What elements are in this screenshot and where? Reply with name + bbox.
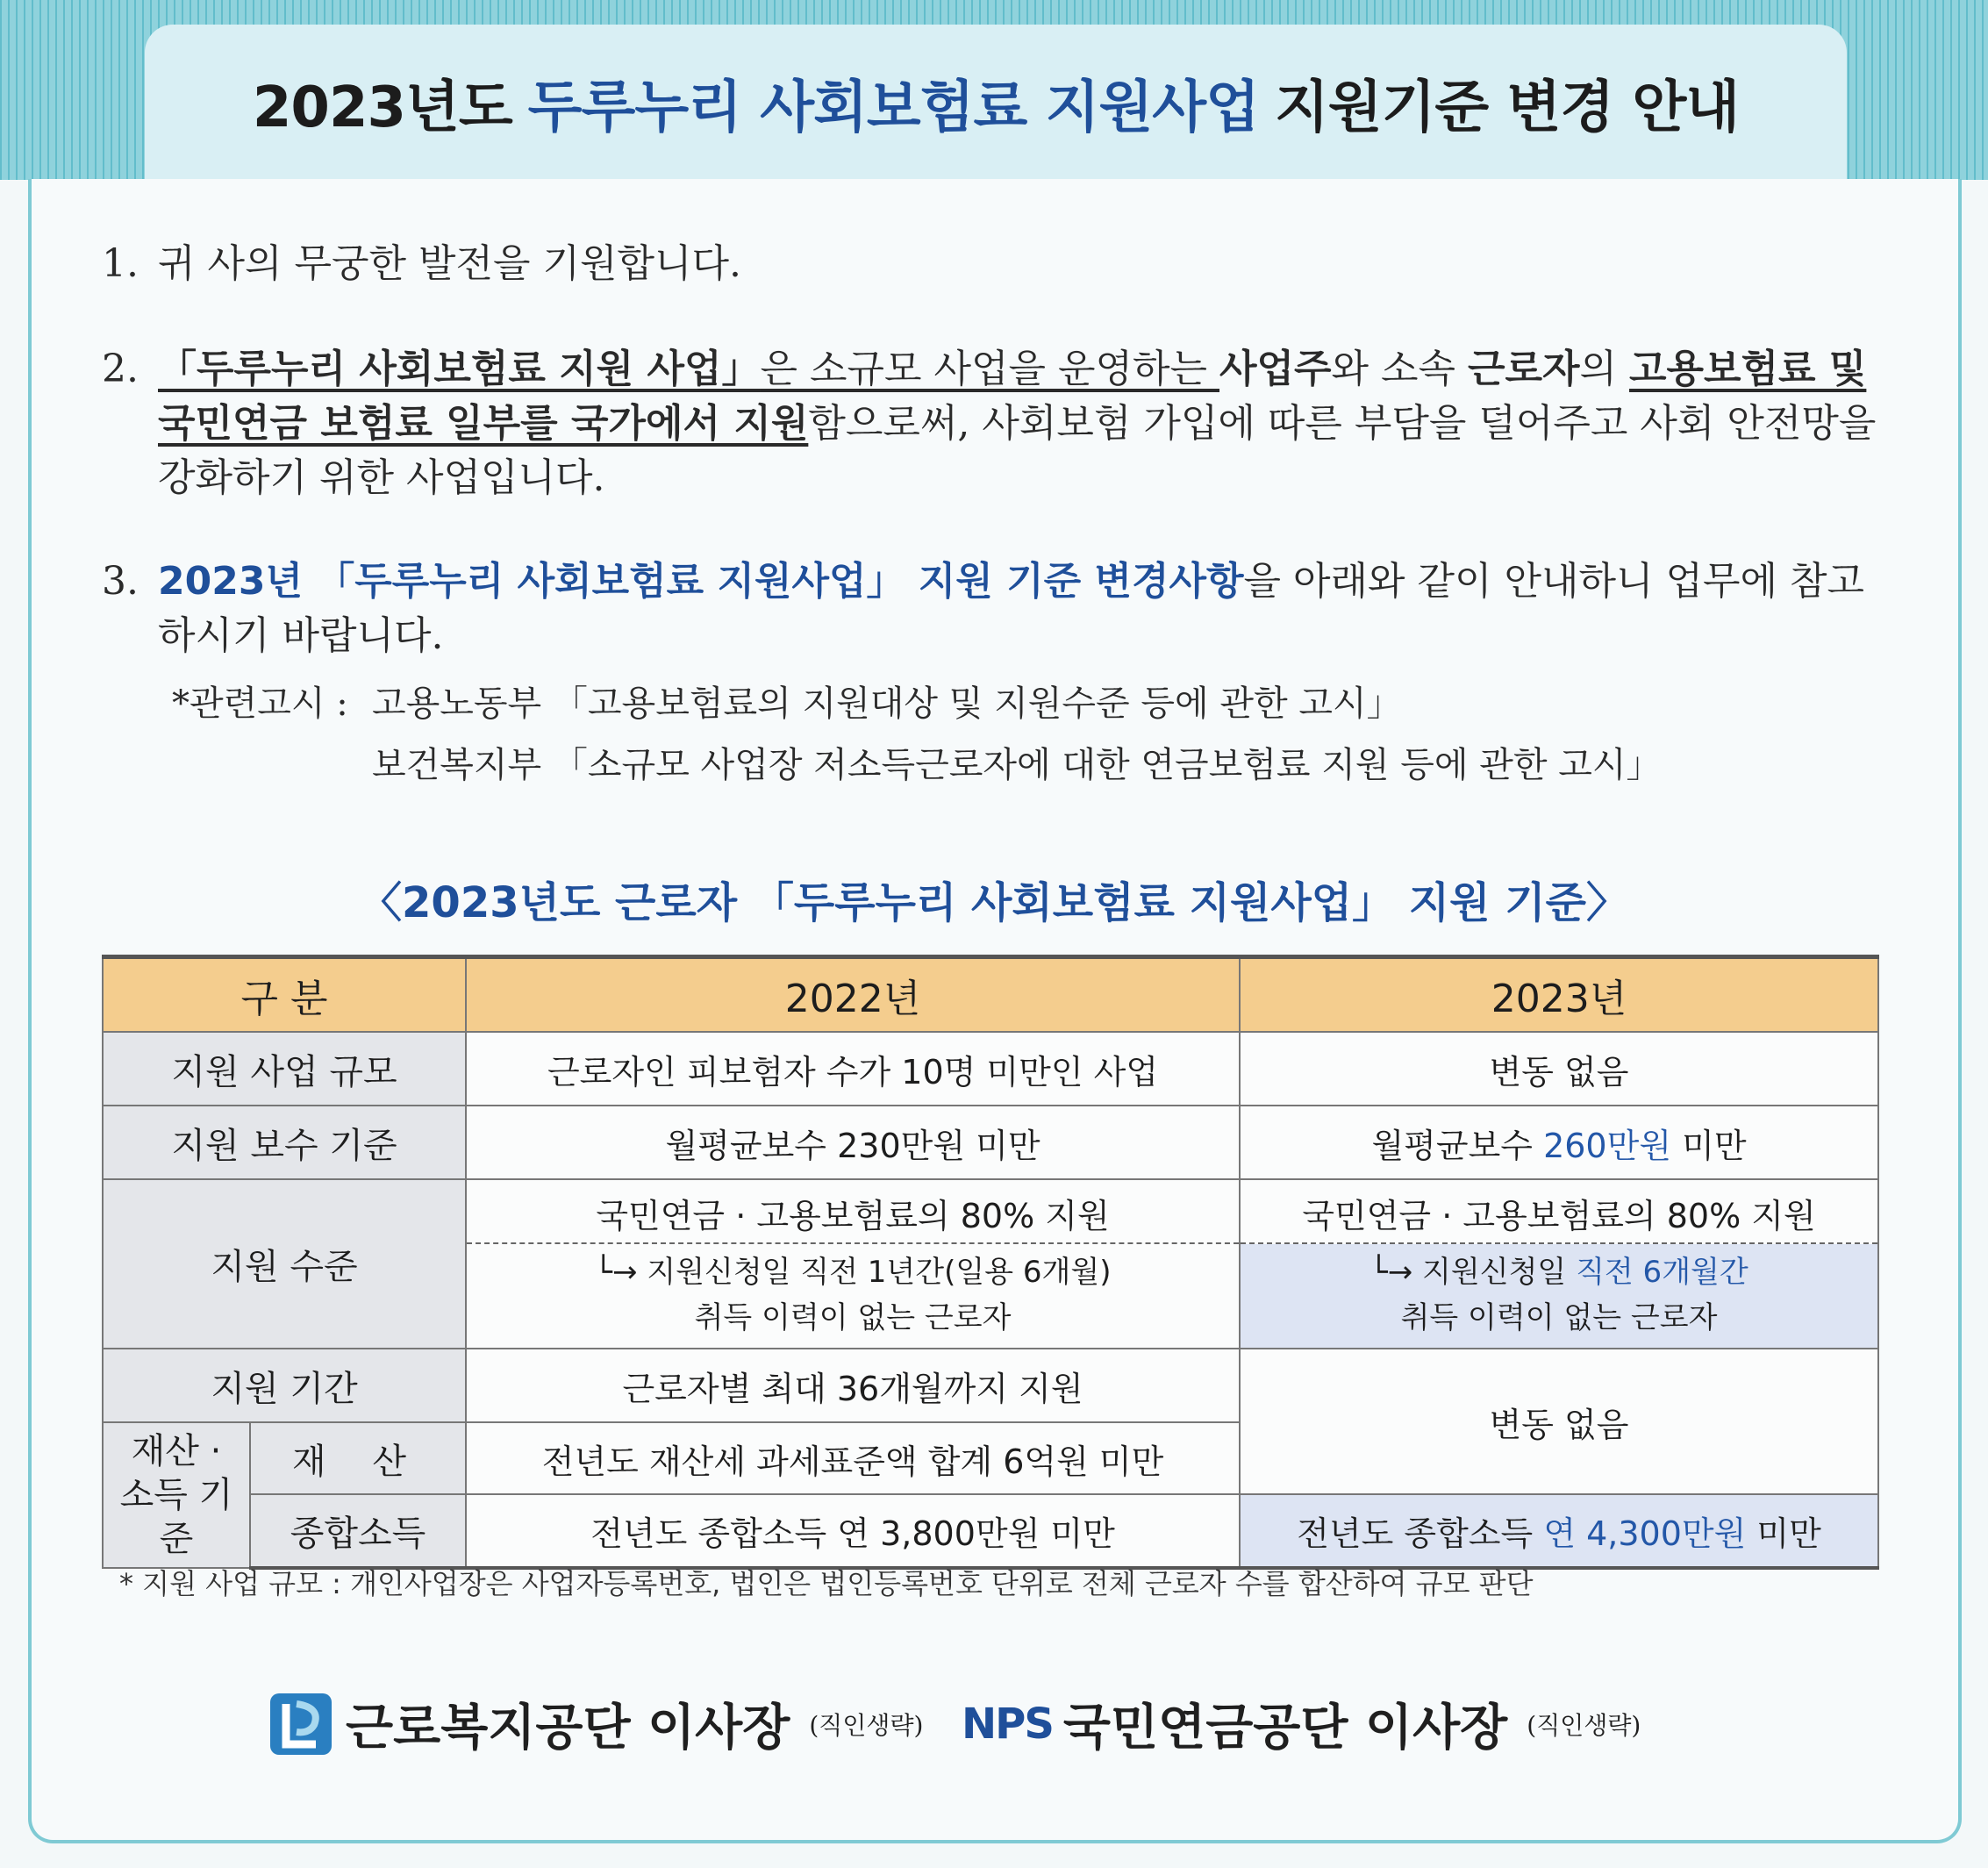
cell-pay-2022: 월평균보수 230만원 미만 <box>466 1106 1240 1179</box>
change-highlight: 2023년 「두루누리 사회보험료 지원사업」 지원 기준 변경사항 <box>158 559 1244 604</box>
paragraph-text: 귀 사의 무궁한 발전을 기원합니다. <box>158 241 741 286</box>
title-year: 2023년도 <box>252 75 512 140</box>
cell-pay-2023 <box>1240 1106 1878 1179</box>
condition-line-2: 취득 이력이 없는 근로자 <box>1400 1300 1718 1335</box>
header-category: 구 분 <box>103 957 466 1033</box>
highlight-value: 연 4,300만원 <box>1543 1514 1747 1553</box>
program-name: 「두루누리 사회보험료 지원 사업」 <box>158 347 761 391</box>
row-label-period: 지원 기간 <box>103 1349 466 1422</box>
title-program: 두루누리 사회보험료 지원사업 <box>527 75 1259 140</box>
table-row <box>103 1494 1878 1568</box>
cell-scale-2023: 변동 없음 <box>1240 1032 1878 1106</box>
text-span: 을 아래와 같이 안내하니 업무에 참고하시기 바랍니다. <box>158 559 1864 658</box>
highlight-value: 직전 6개월간 <box>1576 1255 1748 1290</box>
employer-term: 사업주 <box>1219 347 1332 391</box>
table-footnote: * 지원 사업 규모 : 개인사업장은 사업자등록번호, 법인은 법인등록번호 단위로 전체 근로자 수를 합산하여 규모 판단 <box>119 1567 1534 1600</box>
seal-omitted-note: (직인생략) <box>1527 1711 1641 1740</box>
row-label-asset: 재 산 <box>250 1422 466 1494</box>
nps-logo-icon: NPS <box>962 1700 1053 1749</box>
cell-level-2022 <box>466 1179 1240 1349</box>
text-span: 함으로써, 사회보험 가입에 따른 부담을 덜어주고 사회 안전망을 강화하기 위한 사업입니다. <box>158 401 1877 500</box>
paragraph-number: 1. <box>102 241 139 286</box>
header-2023: 2023년 <box>1240 957 1878 1033</box>
text-span: 월평균보수 <box>1371 1126 1544 1165</box>
text-span: └→ 지원신청일 <box>1369 1255 1577 1290</box>
row-label-pay: 지원 보수 기준 <box>103 1106 466 1179</box>
text-span: 의 <box>1579 347 1630 391</box>
cell-income-2022: 전년도 종합소득 연 3,800만원 미만 <box>466 1494 1240 1568</box>
notice-label: *관련고시 : <box>172 684 348 724</box>
table-row <box>103 1179 1878 1349</box>
paragraph-2 <box>102 342 1891 505</box>
comwel-logo-icon <box>270 1693 332 1755</box>
signature-nps <box>962 1685 1641 1764</box>
cell-period-2023: 변동 없음 <box>1240 1349 1878 1494</box>
cell-period-2022: 근로자별 최대 36개월까지 지원 <box>466 1349 1240 1422</box>
condition-line-1 <box>1241 1249 1877 1295</box>
row-group-asset-income: 재산 · 소득 기준 <box>103 1422 250 1568</box>
title-rest: 지원기준 변경 안내 <box>1274 75 1740 140</box>
condition-line-1: └→ 지원신청일 직전 1년간(일용 6개월) <box>594 1255 1112 1290</box>
paragraph-number: 2. <box>102 347 139 391</box>
row-label-income: 종합소득 <box>250 1494 466 1568</box>
cell-scale-2022: 근로자인 피보험자 수가 10명 미만인 사업 <box>466 1032 1240 1106</box>
text-span: 미만 <box>1671 1126 1747 1165</box>
paragraph-1 <box>102 237 1891 291</box>
text-span: 와 소속 <box>1331 347 1469 391</box>
level-rate: 국민연금 · 고용보험료의 80% 지원 <box>1241 1180 1877 1244</box>
paragraph-text <box>158 342 1891 505</box>
text-span: 미만 <box>1746 1514 1821 1553</box>
notice-line-1: 고용노동부 「고용보험료의 지원대상 및 지원수준 등에 관한 고시」 <box>372 684 1402 724</box>
notice-line-2: 보건복지부 「소규모 사업장 저소득근로자에 대한 연금보험료 지원 등에 관한 고시」 <box>372 745 1662 785</box>
nps-name: 국민연금공단 이사장 <box>1062 1700 1508 1757</box>
cell-income-2023 <box>1240 1494 1878 1568</box>
text-span: 은 소규모 사업을 운영하는 <box>760 347 1220 391</box>
signature-comwel <box>270 1685 923 1764</box>
level-rate: 국민연금 · 고용보험료의 80% 지원 <box>467 1180 1239 1244</box>
worker-term: 근로자 <box>1468 347 1580 391</box>
highlight-value: 260만원 <box>1543 1126 1672 1165</box>
table-row <box>103 1349 1878 1422</box>
table-caption: 〈2023년도 근로자 「두루누리 사회보험료 지원사업」 지원 기준〉 <box>360 878 1628 927</box>
criteria-table <box>102 955 1879 1570</box>
paragraph-3 <box>102 555 1891 663</box>
paragraph-text <box>158 555 1891 663</box>
row-label-level: 지원 수준 <box>103 1179 466 1349</box>
header-2022: 2022년 <box>466 957 1240 1033</box>
table-row <box>103 1106 1878 1179</box>
level-condition <box>1241 1244 1877 1348</box>
text-span: 전년도 종합소득 <box>1297 1514 1544 1553</box>
cell-asset-2022: 전년도 재산세 과세표준액 합계 6억원 미만 <box>466 1422 1240 1494</box>
cell-level-2023 <box>1240 1179 1878 1349</box>
comwel-name: 근로복지공단 이사장 <box>346 1700 790 1757</box>
level-condition <box>467 1244 1239 1348</box>
table-header-row <box>103 957 1878 1033</box>
row-label-scale: 지원 사업 규모 <box>103 1032 466 1106</box>
support-scope: 고용보험료 및 국민연금 보험료 일부를 국가에서 지원 <box>158 347 1867 446</box>
table-row <box>103 1032 1878 1106</box>
page-title <box>145 25 1847 181</box>
condition-line-2: 취득 이력이 없는 근로자 <box>694 1300 1012 1335</box>
paragraph-number: 3. <box>102 559 139 604</box>
title-box <box>145 25 1847 181</box>
seal-omitted-note: (직인생략) <box>809 1711 924 1740</box>
